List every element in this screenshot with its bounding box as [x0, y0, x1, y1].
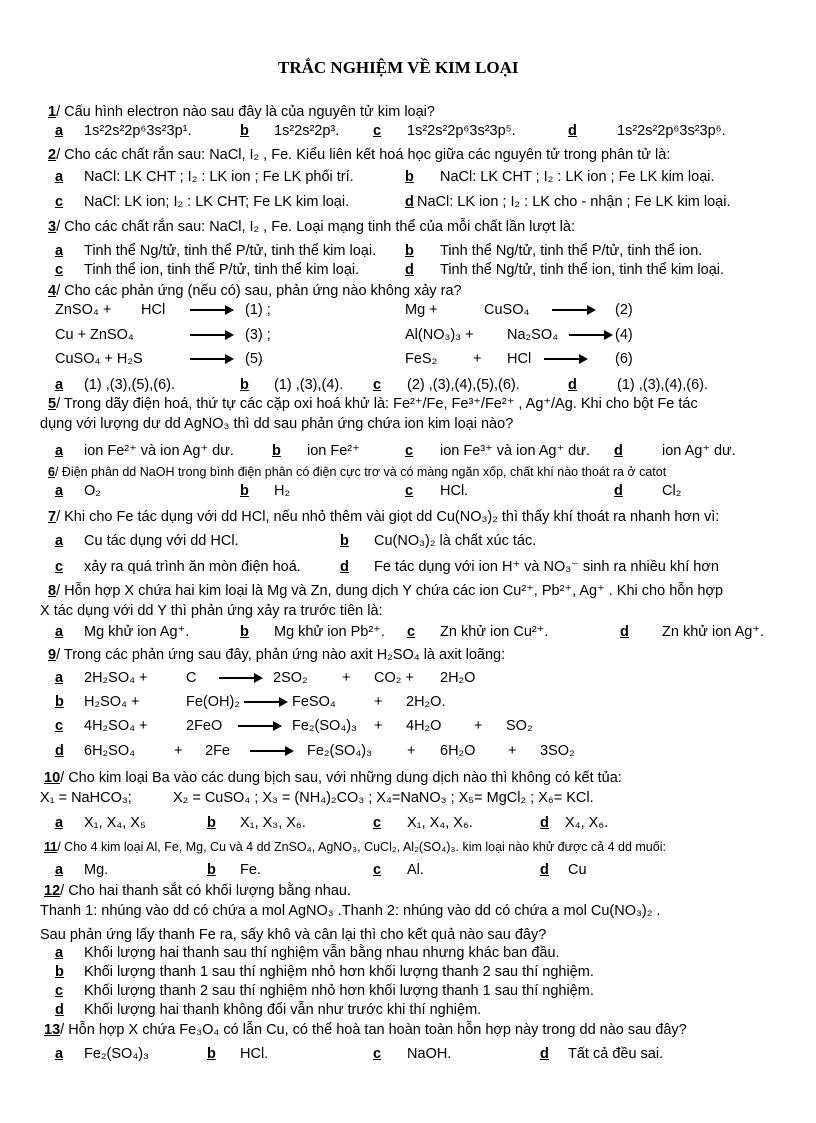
question-11-options — [0, 860, 816, 880]
q12-option-a: Khối lượng hai thanh sau thí nghiệm vẫn bằng nhau nhưng khác ban đầu. — [84, 945, 560, 961]
reactant: Fe(OH)₂ — [186, 694, 240, 710]
reactant: 2Fe — [205, 743, 230, 759]
q8-option-d: Zn khử ion Ag⁺. — [662, 624, 764, 640]
question-7-options-row1 — [0, 531, 816, 551]
q1-option-c: 1s²2s²2p⁶3s²3p⁵. — [407, 123, 516, 139]
q9-reaction-a — [0, 668, 816, 688]
option-letter-a: a — [55, 483, 64, 499]
q1-option-a: 1s²2s²2p⁶3s²3p¹. — [84, 123, 192, 139]
product: 6H₂O — [440, 743, 476, 759]
option-letter-b: b — [207, 815, 216, 831]
question-number: 12 — [44, 883, 61, 899]
q4-option-d: (1) ,(3),(4),(6). — [617, 377, 709, 393]
option-letter-b: b — [405, 169, 414, 185]
q8-option-a: Mg khử ion Ag⁺. — [84, 624, 190, 640]
option-letter-a: a — [55, 1046, 64, 1062]
question-9-stem — [0, 645, 816, 665]
product: CO₂ + — [374, 670, 414, 686]
q5-option-c: ion Fe³⁺ và ion Ag⁺ dư. — [440, 443, 590, 459]
option-letter-d: d — [540, 1046, 549, 1062]
q11-option-a: Mg. — [84, 862, 109, 878]
q12-option-row-c — [0, 981, 816, 1001]
option-letter-d: d — [540, 862, 549, 878]
reaction-4-lhs: Al(NO₃)₃ + — [405, 327, 474, 343]
q11-option-c: Al. — [407, 862, 424, 878]
option-letter-d: d — [405, 194, 414, 210]
question-text: dụng với lượng dư dd AgNO₃ thì dd sau phản ứng chứa ion kim loại nào? — [40, 416, 514, 432]
question-text: / Hỗn hợp X chứa Fe₃O₄ có lẫn Cu, có thể hoà tan hoàn toàn hỗn hợp này trong dd nào sau đây? — [60, 1022, 687, 1038]
question-4-options — [0, 375, 816, 395]
product: FeSO₄ — [292, 694, 336, 710]
reaction-1-lhs: ZnSO₄ + — [55, 302, 112, 318]
question-5-stem-continued — [0, 414, 816, 434]
option-letter-a: a — [55, 443, 64, 459]
q3-option-b: Tinh thể Ng/tử, tinh thể P/tử, tinh thể ion. — [440, 243, 703, 259]
question-7-stem — [0, 507, 816, 527]
question-number: 8 — [48, 583, 57, 599]
q7-option-a: Cu tác dụng với dd HCl. — [84, 533, 239, 549]
question-text: / Cho các phản ứng (nếu có) sau, phản ứng nào không xảy ra? — [56, 283, 462, 299]
reaction-1-label: (1) ; — [245, 302, 271, 318]
question-2-stem — [0, 145, 816, 165]
option-letter-c: c — [405, 443, 414, 459]
q1-option-b: 1s²2s²2p³. — [274, 123, 340, 139]
reaction-2-reagent: CuSO₄ — [484, 302, 530, 318]
question-number: 3 — [48, 219, 57, 235]
reaction-5-label: (5) — [245, 351, 263, 367]
option-letter-b: b — [55, 964, 64, 980]
option-letter-b: b — [340, 533, 349, 549]
q1-option-d: 1s²2s²2p⁶3s²3p⁶. — [617, 123, 726, 139]
question-text: / Trong dãy điện hoá, thứ tự các cặp oxi hoá khử là: Fe²⁺/Fe, Fe³⁺/Fe²⁺ , Ag⁺/Ag. Khi cho bột Fe tác — [56, 396, 698, 412]
reactant: 4H₂SO₄ + — [84, 718, 148, 734]
reaction-arrow-icon — [244, 701, 286, 703]
question-text: / Cho các chất rắn sau: NaCl, I₂ , Fe. Loại mạng tinh thể của mỗi chất lần lượt là: — [56, 219, 575, 235]
reaction-6-label: (6) — [615, 351, 633, 367]
q7-option-c: xảy ra quá trình ăn mòn điện hoá. — [84, 559, 301, 575]
product: 2H₂O — [440, 670, 476, 686]
option-letter-b: b — [207, 1046, 216, 1062]
q12-option-row-a — [0, 943, 816, 963]
q13-option-b: HCl. — [240, 1046, 269, 1062]
option-letter-c: c — [373, 123, 382, 139]
option-letter-a: a — [55, 670, 64, 686]
plus: + — [508, 743, 517, 759]
q13-option-d: Tất cả đều sai. — [568, 1046, 664, 1062]
question-3-options-row1 — [0, 241, 816, 261]
option-letter-d: d — [55, 1002, 64, 1018]
option-letter-b: b — [240, 483, 249, 499]
question-text: / Cho hai thanh sắt có khối lượng bằng nhau. — [60, 883, 352, 899]
option-letter-d: d — [340, 559, 349, 575]
q12-option-c: Khối lượng thanh 2 sau thí nghiệm nhỏ hơn khối lượng thanh 1 sau thí nghiệm. — [84, 983, 594, 999]
question-text: / Cho kim loại Ba vào các dung bịch sau, với những dung dịch nào thì không có kết tủa: — [60, 770, 622, 786]
question-10-solutions — [0, 788, 816, 808]
q4-option-c: (2) ,(3),(4),(5),(6). — [407, 377, 520, 393]
reaction-6-lhs: FeS₂ — [405, 351, 438, 367]
option-letter-c: c — [55, 262, 64, 278]
option-letter-c: c — [55, 559, 64, 575]
question-13-stem — [0, 1020, 816, 1040]
q10-option-b: X₁, X₃, X₆. — [240, 815, 306, 831]
reactant: 6H₂SO₄ — [84, 743, 136, 759]
reaction-arrow-icon — [552, 309, 594, 311]
option-letter-b: b — [240, 624, 249, 640]
solution-list-2: X₂ = CuSO₄ ; X₃ = (NH₄)₂CO₃ ; X₄=NaNO₃ ; X₅= MgCl₂ ; X₆= KCl. — [173, 790, 594, 806]
question-1-stem — [0, 102, 816, 122]
question-text: Thanh 1: nhúng vào dd có chứa a mol AgNO₃ .Thanh 2: nhúng vào dd có chứa a mol Cu(NO₃)₂ . — [40, 903, 661, 919]
q9-reaction-b — [0, 692, 816, 712]
q12-option-row-b — [0, 962, 816, 982]
question-8-stem — [0, 581, 816, 601]
option-letter-c: c — [373, 815, 382, 831]
question-12-line3 — [0, 925, 816, 945]
option-letter-b: b — [240, 123, 249, 139]
reactant: 2H₂SO₄ + — [84, 670, 148, 686]
product: 2H₂O. — [406, 694, 446, 710]
question-text: / Trong các phản ứng sau đây, phản ứng nào axit H₂SO₄ là axit loãng: — [56, 647, 506, 663]
option-letter-a: a — [55, 169, 64, 185]
q12-option-row-d — [0, 1000, 816, 1020]
q4-option-b: (1) ,(3),(4). — [274, 377, 344, 393]
option-letter-b: b — [207, 862, 216, 878]
option-letter-a: a — [55, 862, 64, 878]
option-letter-b: b — [405, 243, 414, 259]
q6-option-b: H₂ — [274, 483, 291, 499]
q12-option-d: Khối lượng hai thanh không đổi vẫn như trước khi thí nghiệm. — [84, 1002, 482, 1018]
reaction-2-label: (2) — [615, 302, 633, 318]
q2-option-b: NaCl: LK CHT ; I₂ : LK ion ; Fe LK kim loại. — [440, 169, 715, 185]
reaction-4-label: (4) — [615, 327, 633, 343]
product: 2SO₂ — [273, 670, 308, 686]
question-text: / Cho 4 kim loại Al, Fe, Mg, Cu và 4 dd ZnSO₄, AgNO₃, CuCl₂, Al₂(SO₄)₃. kim loại nào khử được cả 4 dd muối: — [57, 840, 666, 854]
option-letter-c: c — [373, 377, 382, 393]
q4-option-a: (1) ,(3),(5),(6). — [84, 377, 176, 393]
question-text: X tác dụng với dd Y thì phản ứng xảy ra trước tiên là: — [40, 603, 383, 619]
reaction-6-reagent: HCl — [507, 351, 532, 367]
option-letter-c: c — [373, 862, 382, 878]
option-letter-d: d — [55, 743, 64, 759]
question-1-options — [0, 121, 816, 141]
question-5-options — [0, 441, 816, 461]
q5-option-d: ion Ag⁺ dư. — [662, 443, 736, 459]
plus: + — [474, 718, 483, 734]
reaction-row-2 — [0, 325, 816, 345]
question-13-options — [0, 1044, 816, 1064]
question-number: 10 — [44, 770, 61, 786]
plus: + — [174, 743, 183, 759]
reaction-arrow-icon — [219, 677, 261, 679]
option-letter-c: c — [55, 194, 64, 210]
q7-option-d: Fe tác dụng với ion H⁺ và NO₃⁻ sinh ra nhiều khí hơn — [374, 559, 719, 575]
question-number: 13 — [44, 1022, 61, 1038]
product: SO₂ — [506, 718, 533, 734]
q2-option-d: NaCl: LK ion ; I₂ : LK cho - nhận ; Fe LK kim loại. — [417, 194, 731, 210]
reaction-1-reagent: HCl — [141, 302, 166, 318]
question-11-stem — [0, 837, 816, 857]
reaction-arrow-icon — [569, 334, 611, 336]
option-letter-c: c — [55, 718, 64, 734]
option-letter-c: c — [373, 1046, 382, 1062]
q8-option-b: Mg khử ion Pb²⁺. — [274, 624, 385, 640]
reaction-3-label: (3) ; — [245, 327, 271, 343]
option-letter-d: d — [614, 443, 623, 459]
option-letter-a: a — [55, 123, 64, 139]
question-8-stem-continued — [0, 601, 816, 621]
reaction-2-lhs: Mg + — [405, 302, 438, 318]
question-text: / Cấu hình electron nào sau đây là của nguyên tử kim loại? — [56, 104, 435, 120]
question-text: Sau phản ứng lấy thanh Fe ra, sấy khô và cân lại thì cho kết quả nào sau đây? — [40, 927, 547, 943]
q12-option-b: Khối lượng thanh 1 sau thí nghiệm nhỏ hơn khối lượng thanh 2 sau thí nghiệm. — [84, 964, 594, 980]
option-letter-d: d — [620, 624, 629, 640]
question-6-options — [0, 481, 816, 501]
reactant: C — [186, 670, 197, 686]
question-7-options-row2 — [0, 557, 816, 577]
q9-reaction-c — [0, 716, 816, 736]
q3-option-c: Tinh thể ion, tinh thể P/tử, tinh thể kim loại. — [84, 262, 360, 278]
question-number: 11 — [44, 840, 58, 854]
option-letter-b: b — [240, 377, 249, 393]
reaction-5-lhs: CuSO₄ + H₂S — [55, 351, 143, 367]
q11-option-b: Fe. — [240, 862, 261, 878]
question-8-options — [0, 622, 816, 642]
question-text: / Hỗn hợp X chứa hai kim loại là Mg và Zn, dung dịch Y chứa các ion Cu²⁺, Pb²⁺, Ag⁺ . Khi cho hỗn hợp — [56, 583, 724, 599]
q2-option-a: NaCl: LK CHT ; I₂ : LK ion ; Fe LK phối trí. — [84, 169, 354, 185]
reaction-arrow-icon — [190, 309, 232, 311]
question-12-line2 — [0, 901, 816, 921]
option-letter-a: a — [55, 243, 64, 259]
plus: + — [342, 670, 351, 686]
question-text: / Khi cho Fe tác dụng với dd HCl, nếu nhỏ thêm vài giọt dd Cu(NO₃)₂ thì thấy khí thoát ra nhanh hơn vì: — [56, 509, 720, 525]
solution-list-1: X₁ = NaHCO₃; — [40, 790, 132, 806]
reaction-arrow-icon — [190, 358, 232, 360]
question-number: 6 — [48, 465, 55, 479]
reaction-3-lhs: Cu + ZnSO₄ — [55, 327, 134, 343]
plus: + — [407, 743, 416, 759]
option-letter-c: c — [407, 624, 416, 640]
reaction-row-3 — [0, 349, 816, 369]
option-letter-b: b — [55, 694, 64, 710]
q5-option-b: ion Fe²⁺ — [307, 443, 360, 459]
page-title: TRẮC NGHIỆM VỀ KIM LOẠI — [278, 58, 519, 77]
question-2-options-row2 — [0, 192, 816, 212]
question-number: 9 — [48, 647, 57, 663]
reactant: 2FeO — [186, 718, 223, 734]
q6-option-c: HCl. — [440, 483, 469, 499]
option-letter-c: c — [405, 483, 414, 499]
question-number: 2 — [48, 147, 57, 163]
reaction-row-1 — [0, 300, 816, 320]
question-10-options — [0, 813, 816, 833]
question-5-stem — [0, 394, 816, 414]
question-text: / Điện phân dd NaOH trong bình điện phân có điện cực trơ và có màng ngăn xốp, chất khí nào thoát ra ở catot — [54, 465, 667, 479]
q2-option-c: NaCl: LK ion; I₂ : LK CHT; Fe LK kim loại. — [84, 194, 350, 210]
question-text: / Cho các chất rắn sau: NaCl, I₂ , Fe. Kiểu liên kết hoá học giữa các nguyên tử trong phân tử là: — [56, 147, 671, 163]
q11-option-d: Cu — [568, 862, 587, 878]
question-number: 4 — [48, 283, 57, 299]
option-letter-a: a — [55, 945, 64, 961]
question-10-stem — [0, 768, 816, 788]
plus: + — [374, 694, 383, 710]
question-6-stem — [0, 462, 816, 482]
product: Fe₂(SO₄)₃ — [292, 718, 357, 734]
q13-option-c: NaOH. — [407, 1046, 452, 1062]
q10-option-a: X₁, X₄, X₅ — [84, 815, 146, 831]
option-letter-b: b — [272, 443, 281, 459]
reaction-arrow-icon — [190, 334, 232, 336]
q9-reaction-d — [0, 741, 816, 761]
option-letter-d: d — [614, 483, 623, 499]
q13-option-a: Fe₂(SO₄)₃ — [84, 1046, 149, 1062]
option-letter-a: a — [55, 624, 64, 640]
question-3-options-row2 — [0, 260, 816, 280]
question-number: 1 — [48, 104, 57, 120]
question-4-stem — [0, 281, 816, 301]
reaction-arrow-icon — [544, 358, 586, 360]
reaction-4-reagent: Na₂SO₄ — [507, 327, 559, 343]
product: Fe₂(SO₄)₃ — [307, 743, 372, 759]
q7-option-b: Cu(NO₃)₂ là chất xúc tác. — [374, 533, 537, 549]
product: 3SO₂ — [540, 743, 575, 759]
question-12-stem — [0, 881, 816, 901]
option-letter-d: d — [405, 262, 414, 278]
q3-option-d: Tinh thể Ng/tử, tinh thể ion, tinh thể kim loại. — [440, 262, 725, 278]
plus: + — [374, 718, 383, 734]
q6-option-a: O₂ — [84, 483, 101, 499]
q10-option-d: X₄, X₆. — [565, 815, 609, 831]
question-number: 5 — [48, 396, 57, 412]
option-letter-d: d — [568, 123, 577, 139]
reaction-arrow-icon — [238, 725, 280, 727]
option-letter-a: a — [55, 377, 64, 393]
reaction-6-plus: + — [473, 351, 482, 367]
q3-option-a: Tinh thể Ng/tử, tinh thể P/tử, tinh thể kim loại. — [84, 243, 377, 259]
option-letter-a: a — [55, 815, 64, 831]
q10-option-c: X₁, X₄, X₆. — [407, 815, 473, 831]
question-3-stem — [0, 217, 816, 237]
option-letter-c: c — [55, 983, 64, 999]
option-letter-a: a — [55, 533, 64, 549]
option-letter-d: d — [568, 377, 577, 393]
q6-option-d: Cl₂ — [662, 483, 682, 499]
question-number: 7 — [48, 509, 57, 525]
question-2-options-row1 — [0, 167, 816, 187]
q5-option-a: ion Fe²⁺ và ion Ag⁺ dư. — [84, 443, 234, 459]
reactant: H₂SO₄ + — [84, 694, 140, 710]
reaction-arrow-icon — [250, 750, 292, 752]
q8-option-c: Zn khử ion Cu²⁺. — [440, 624, 549, 640]
product: 4H₂O — [406, 718, 442, 734]
option-letter-d: d — [540, 815, 549, 831]
